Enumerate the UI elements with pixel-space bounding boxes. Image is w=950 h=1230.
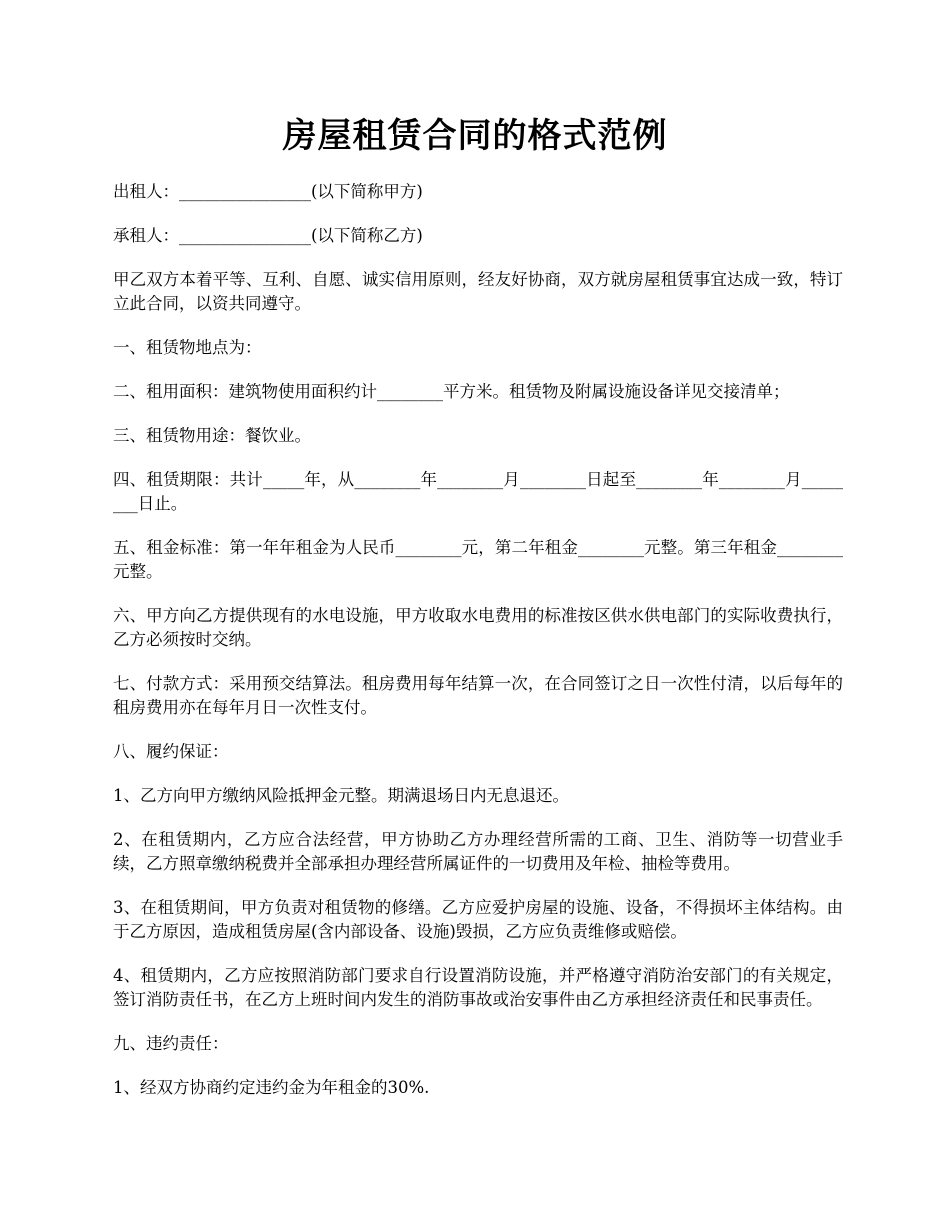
clause-7-payment: 七、付款方式：采用预交结算法。租房费用每年结算一次，在合同签订之日一次性付清，以后每年的租房费用亦在每年月日一次性支付。 xyxy=(113,674,843,717)
document-body xyxy=(113,180,843,1120)
clause-3-usage: 三、租赁物用途：餐饮业。 xyxy=(113,426,311,445)
paragraph-lessor: 出租人：________________(以下简称甲方) xyxy=(113,182,423,201)
document-title: 房屋租赁合同的格式范例 xyxy=(282,116,668,156)
clause-9-liability: 九、违约责任： xyxy=(113,1034,229,1053)
clause-8-item-3: 3、在租赁期间，甲方负责对租赁物的修缮。乙方应爱护房屋的设施、设备，不得损坏主体结构。由于乙方原因，造成租赁房屋(含内部设备、设施)毁损，乙方应负责维修或赔偿。 xyxy=(113,898,843,941)
clause-6-utilities: 六、甲方向乙方提供现有的水电设施，甲方收取水电费用的标准按区供水供电部门的实际收费执行，乙方必须按时交纳。 xyxy=(113,606,843,649)
paragraph-lessee: 承租人：________________(以下简称乙方) xyxy=(113,226,423,245)
clause-8-item-1: 1、乙方向甲方缴纳风险抵押金元整。期满退场日内无息退还。 xyxy=(113,786,569,805)
paragraph-preamble: 甲乙双方本着平等、互利、自愿、诚实信用原则，经友好协商，双方就房屋租赁事宜达成一致，特订立此合同，以资共同遵守。 xyxy=(113,270,843,313)
clause-9-item-1: 1、经双方协商约定违约金为年租金的30%. xyxy=(113,1078,430,1097)
clause-4-term: 四、租赁期限：共计_____年，从________年________月________日起至________年________月________日止。 xyxy=(113,470,843,513)
clause-8-guarantee: 八、履约保证： xyxy=(113,742,229,761)
clause-1-location: 一、租赁物地点为： xyxy=(113,338,262,357)
clause-5-rent: 五、租金标准：第一年年租金为人民币________元，第二年租金________元整。第三年租金________元整。 xyxy=(113,538,843,581)
clause-8-item-4: 4、租赁期内，乙方应按照消防部门要求自行设置消防设施，并严格遵守消防治安部门的有关规定，签订消防责任书，在乙方上班时间内发生的消防事故或治安事件由乙方承担经济责任和民事责任。 xyxy=(113,966,843,1009)
clause-8-item-2: 2、在租赁期内，乙方应合法经营，甲方协助乙方办理经营所需的工商、卫生、消防等一切营业手续，乙方照章缴纳税费并全部承担办理经营所属证件的一切费用及年检、抽检等费用。 xyxy=(113,830,843,873)
clause-2-area: 二、租用面积：建筑物使用面积约计________平方米。租赁物及附属设施设备详见交接清单； xyxy=(113,382,790,401)
